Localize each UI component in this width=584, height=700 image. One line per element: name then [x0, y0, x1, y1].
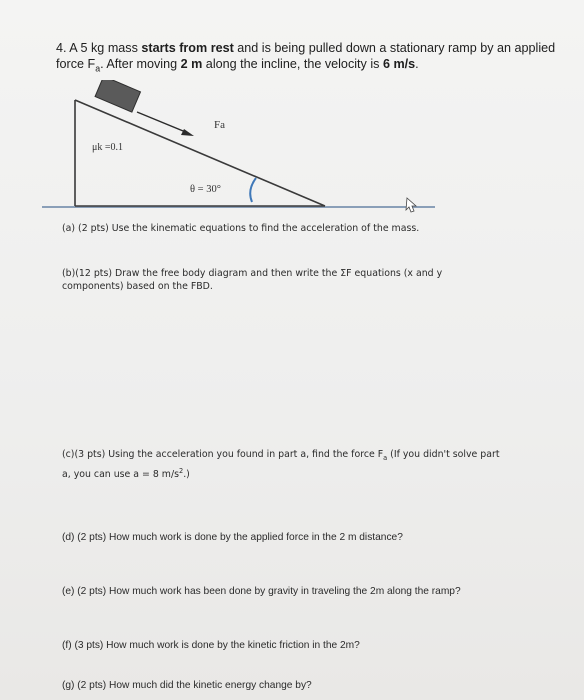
- force-label: Fa: [214, 119, 225, 131]
- ramp-diagram: [0, 80, 584, 215]
- part-c: (c)(3 pts) Using the acceleration you found in part a, find the force $F_a$ (If you didn't solve part a, you can use a = 8 $m/s^2$.): [62, 449, 500, 480]
- angle-label: θ = 30°: [190, 184, 221, 195]
- part-f: (f) (3 pts) How much work is done by the kinetic friction in the 2m?: [62, 640, 360, 651]
- mouse-cursor-icon: [406, 198, 416, 212]
- part-a: (a) (2 pts) Use the kinematic equations to find the acceleration of the mass.: [62, 223, 420, 234]
- part-e: (e) (2 pts) How much work has been done by gravity in traveling the 2m along the ramp?: [62, 586, 461, 597]
- part-d: (d) (2 pts) How much work is done by the applied force in the 2 m distance?: [62, 532, 403, 543]
- part-b: (b)(12 pts) Draw the free body diagram and then write the ΣF equations (x and y components) based on the FBD.: [62, 268, 443, 292]
- part-g: (g) (2 pts) How much did the kinetic energy change by?: [62, 680, 312, 691]
- force-arrowhead: [181, 129, 194, 136]
- friction-label: μk =0.1: [92, 142, 124, 153]
- angle-arc: [250, 178, 256, 202]
- mass-block: [95, 80, 140, 112]
- question-statement: 4. A 5 kg mass starts from rest and is being pulled down a stationary ramp by an applied force $F_a$. After moving 2 m along the incline, the velocity is 6 m/s.: [56, 41, 556, 74]
